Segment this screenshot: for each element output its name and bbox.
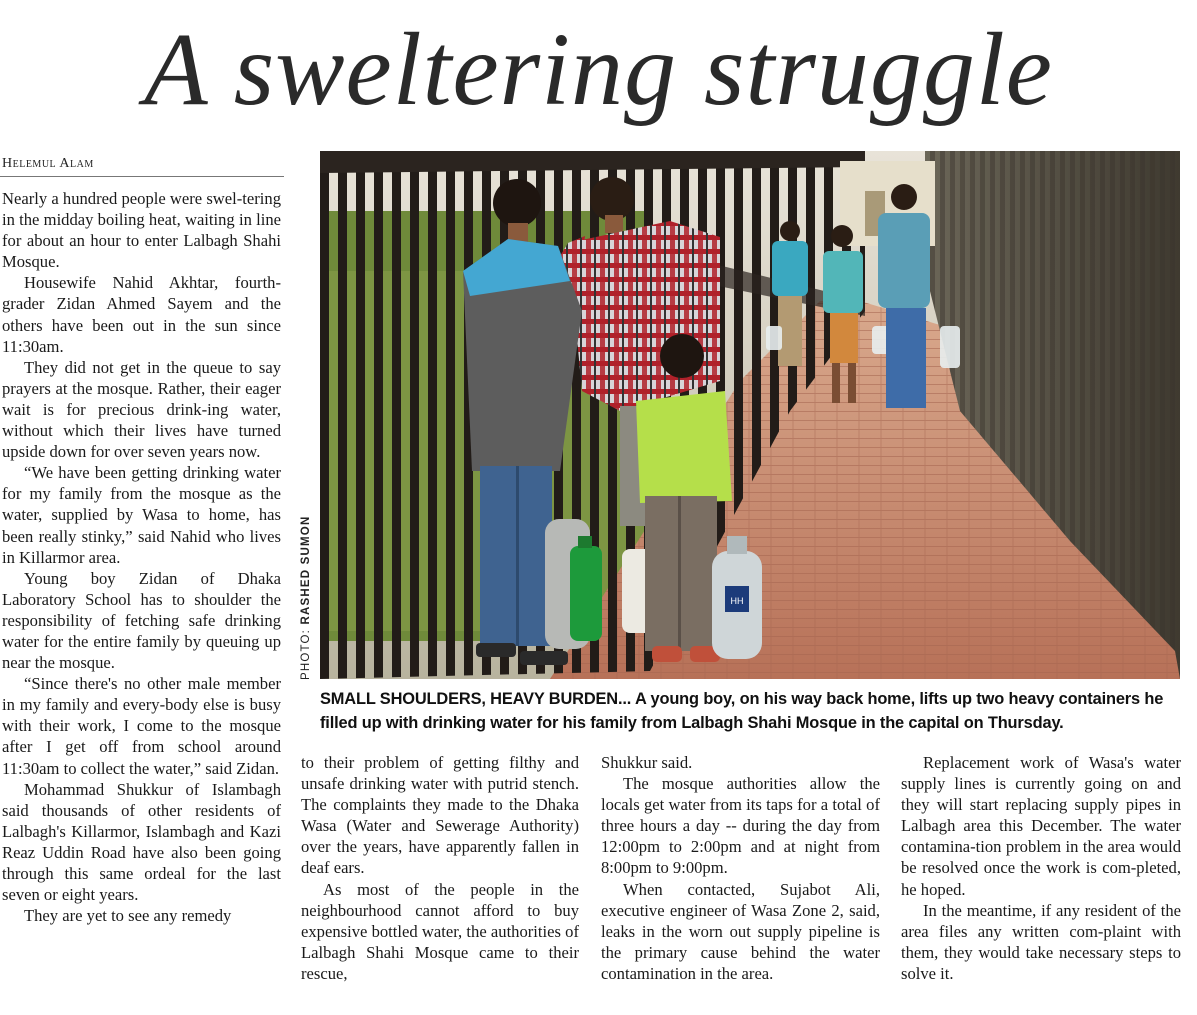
photo-caption bbox=[320, 687, 1180, 735]
paragraph-14: Replacement work of Wasa's water supply lines is currently going on and they will start replacing supply pipes in Lalbagh area this December. The water contamina-tion problem in the area would be resolved once the work is com-pleted, he hoped. bbox=[901, 753, 1181, 899]
paragraph-13: When contacted, Sujabot Ali, executive engineer of Wasa Zone 2, said, leaks in the worn out supply pipeline is the primary cause behind the water contamination in the area. bbox=[601, 879, 880, 983]
paragraph-2: Housewife Nahid Akhtar, fourth-grader Zidan Ahmed Sayem and the others have been out in the sun since 11:30am. bbox=[2, 273, 281, 356]
news-photo bbox=[320, 151, 1180, 679]
paragraph-6: “Since there's no other male member in my family and every-body else is busy with their work, I come to the mosque after I get off from school around 11:30am to collect the water,” said Zidan. bbox=[2, 674, 281, 778]
paragraph-12: The mosque authorities allow the locals get water from its taps for a total of three hours a day -- during the day from 12:00pm to 2:00pm and at night from 8:00pm to 9:00pm. bbox=[601, 774, 880, 878]
article-column-3 bbox=[601, 752, 880, 984]
article-column-1 bbox=[2, 188, 281, 926]
byline-rule bbox=[0, 176, 284, 177]
paragraph-11: Shukkur said. bbox=[601, 753, 693, 772]
paragraph-4: “We have been getting drinking water for my family from the mosque as the water, supplied by Wasa to home, has been really stinky,” said Nahid who lives in Killarmor area. bbox=[2, 463, 281, 567]
paragraph-1: Nearly a hundred people were swel-tering in the midday boiling heat, waiting in line for about an hour to enter Lalbagh Shahi Mosque. bbox=[2, 189, 281, 272]
photo-credit-name: RASHED SUMON bbox=[300, 515, 312, 625]
byline: Helemul Alam bbox=[2, 156, 94, 171]
paragraph-7: Mohammad Shukkur of Islambagh said thousands of other residents of Lalbagh's Killarmor, Islambagh and Kazi Reaz Uddin Road have also been going through this same ordeal for the last seven or eight years. bbox=[2, 779, 281, 905]
paragraph-5: Young boy Zidan of Dhaka Laboratory School has to shoulder the responsibility of fetching safe drinking water for the entire family by queuing up near the mosque. bbox=[2, 568, 281, 673]
paragraph-15: In the meantime, if any resident of the area files any written com-plaint with them, they would take necessary steps to solve it. bbox=[901, 900, 1181, 983]
paragraph-8: They are yet to see any remedy bbox=[24, 906, 232, 926]
paragraph-3: They did not get in the queue to say prayers at the mosque. Rather, their eager wait is for precious drink-ing water, without which their lives have turned upside down for over seven years now. bbox=[2, 357, 281, 462]
caption-text: A young boy, on his way back home, lifts up two heavy containers he filled up with drinking water for his family from Lalbagh Shahi Mosque in the capital on Thursday. bbox=[320, 690, 1164, 732]
paragraph-10: As most of the people in the neighbourhood cannot afford to buy expensive bottled water, the authorities of Lalbagh Shahi Mosque came to their rescue, bbox=[301, 879, 579, 983]
photo-credit-prefix: PHOTO: bbox=[300, 624, 312, 680]
bottle-label: HH bbox=[730, 596, 744, 606]
paragraph-9: to their problem of getting filthy and unsafe drinking water with putrid stench. The complaints they made to the Dhaka Wasa (Water and Sewerage Authority) over the years, have apparently fallen in deaf ears. bbox=[301, 753, 579, 878]
caption-lead: SMALL SHOULDERS, HEAVY BURDEN... bbox=[320, 690, 632, 708]
article-column-2 bbox=[301, 752, 579, 984]
headline: A sweltering struggle bbox=[144, 12, 1053, 127]
article-column-4 bbox=[901, 752, 1181, 984]
photo-credit bbox=[300, 515, 314, 680]
